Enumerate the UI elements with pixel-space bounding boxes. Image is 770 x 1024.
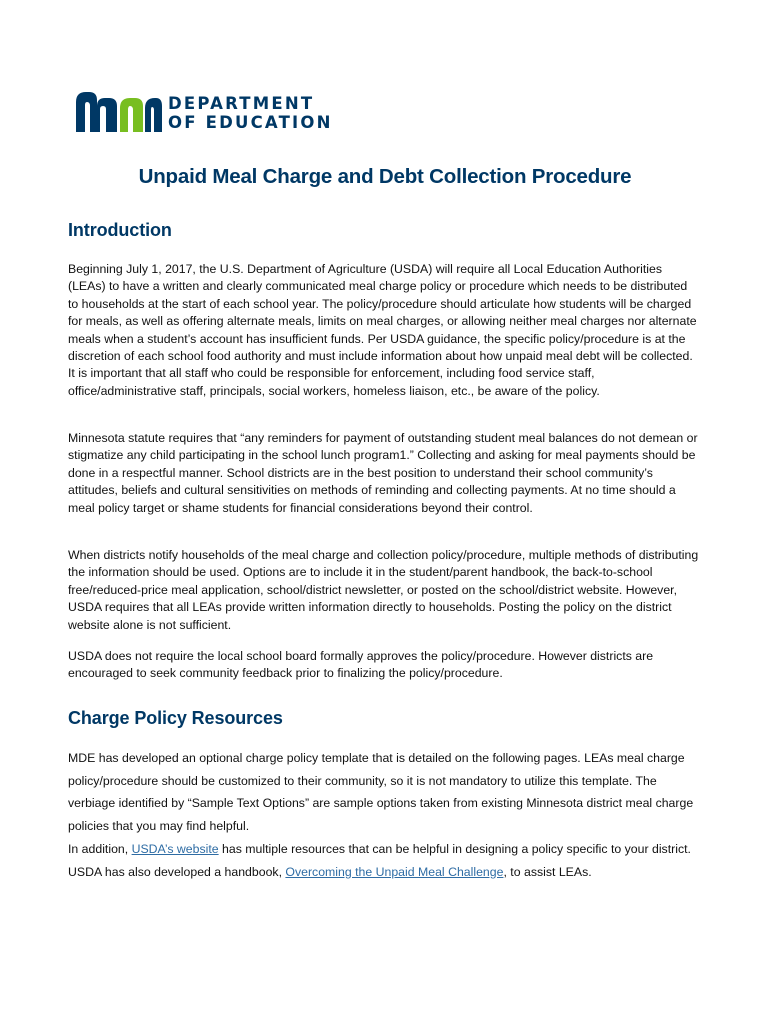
intro-paragraph-1: Beginning July 1, 2017, the U.S. Department of Agriculture (USDA) will require all Local Education Authorities (LEAs) to have a written and clearly communicated meal charge policy or procedure which needs to be distributed to households at the start of each school year. The policy/procedure should articulate how students will be charged for meals, as well as offering alternate meals, limits on meal charges, or allowing neither meal charges nor alternate meals when a student’s account has insufficient funds. Per USDA guidance, the specific policy/procedure is at the discretion of each school food authority and must include information about how unpaid meal debt will be collected. It is important that all staff who could be responsible for enforcement, including food service staff, office/administrative staff, principals, social workers, homeless liaison, etc., be aware of the policy. [68,262,697,398]
logo-line-2: OF EDUCATION [168,113,333,132]
charge-policy-paragraph-1: MDE has developed an optional charge policy template that is detailed on the following pages. LEAs meal charge policy/procedure should be customized to their community, so it is not mandatory to utilize this template. The verbiage identified by “Sample Text Options” are sample options taken from existing Minnesota district meal charge policies that you may find helpful. [68,751,694,833]
mde-logo [76,92,333,132]
intro-paragraph-3: When districts notify households of the meal charge and collection policy/procedure, multiple methods of distributing the information should be used. Options are to include it in the student/parent handbook, the back-to-school free/reduced-price meal application, school/district newsletter, or posted on the school/district website. However, USDA requires that all LEAs provide written information directly to households. Posting the policy on the district website alone is not sufficient. [68,548,699,632]
mn-logo-icon [76,92,162,132]
introduction-heading: Introduction [68,220,172,240]
text-after-link: , to assist LEAs. [503,864,592,879]
charge-policy-paragraph-2 [68,838,700,883]
usda-website-link[interactable]: USDA’s website [131,842,219,856]
charge-policy-heading: Charge Policy Resources [68,708,283,728]
text-before-link: In addition, [68,842,132,856]
intro-paragraph-2: Minnesota statute requires that “any reminders for payment of outstanding student meal balances do not demean or stigmatize any child participating in the school lunch program1.” Collecting and asking for meal payments should be done in a respectful manner. School districts are in the best position to understand their school community’s attitudes, beliefs and cultural sensitivities on methods of reminding and collecting payments. At no time should a meal policy target or shame students for financial considerations beyond their control. [68,431,698,515]
text-middle: has multiple resources that can be helpful in designing a policy specific to your district. USDA has also developed a handbook, [68,842,691,879]
logo-line-1: DEPARTMENT [168,94,315,113]
intro-paragraph-4: USDA does not require the local school board formally approves the policy/procedure. However districts are encouraged to seek community feedback prior to finalizing the policy/procedure. [68,649,654,681]
document-title: Unpaid Meal Charge and Debt Collection Procedure [138,165,632,188]
unpaid-meal-challenge-link[interactable]: Overcoming the Unpaid Meal Challenge [285,864,504,879]
